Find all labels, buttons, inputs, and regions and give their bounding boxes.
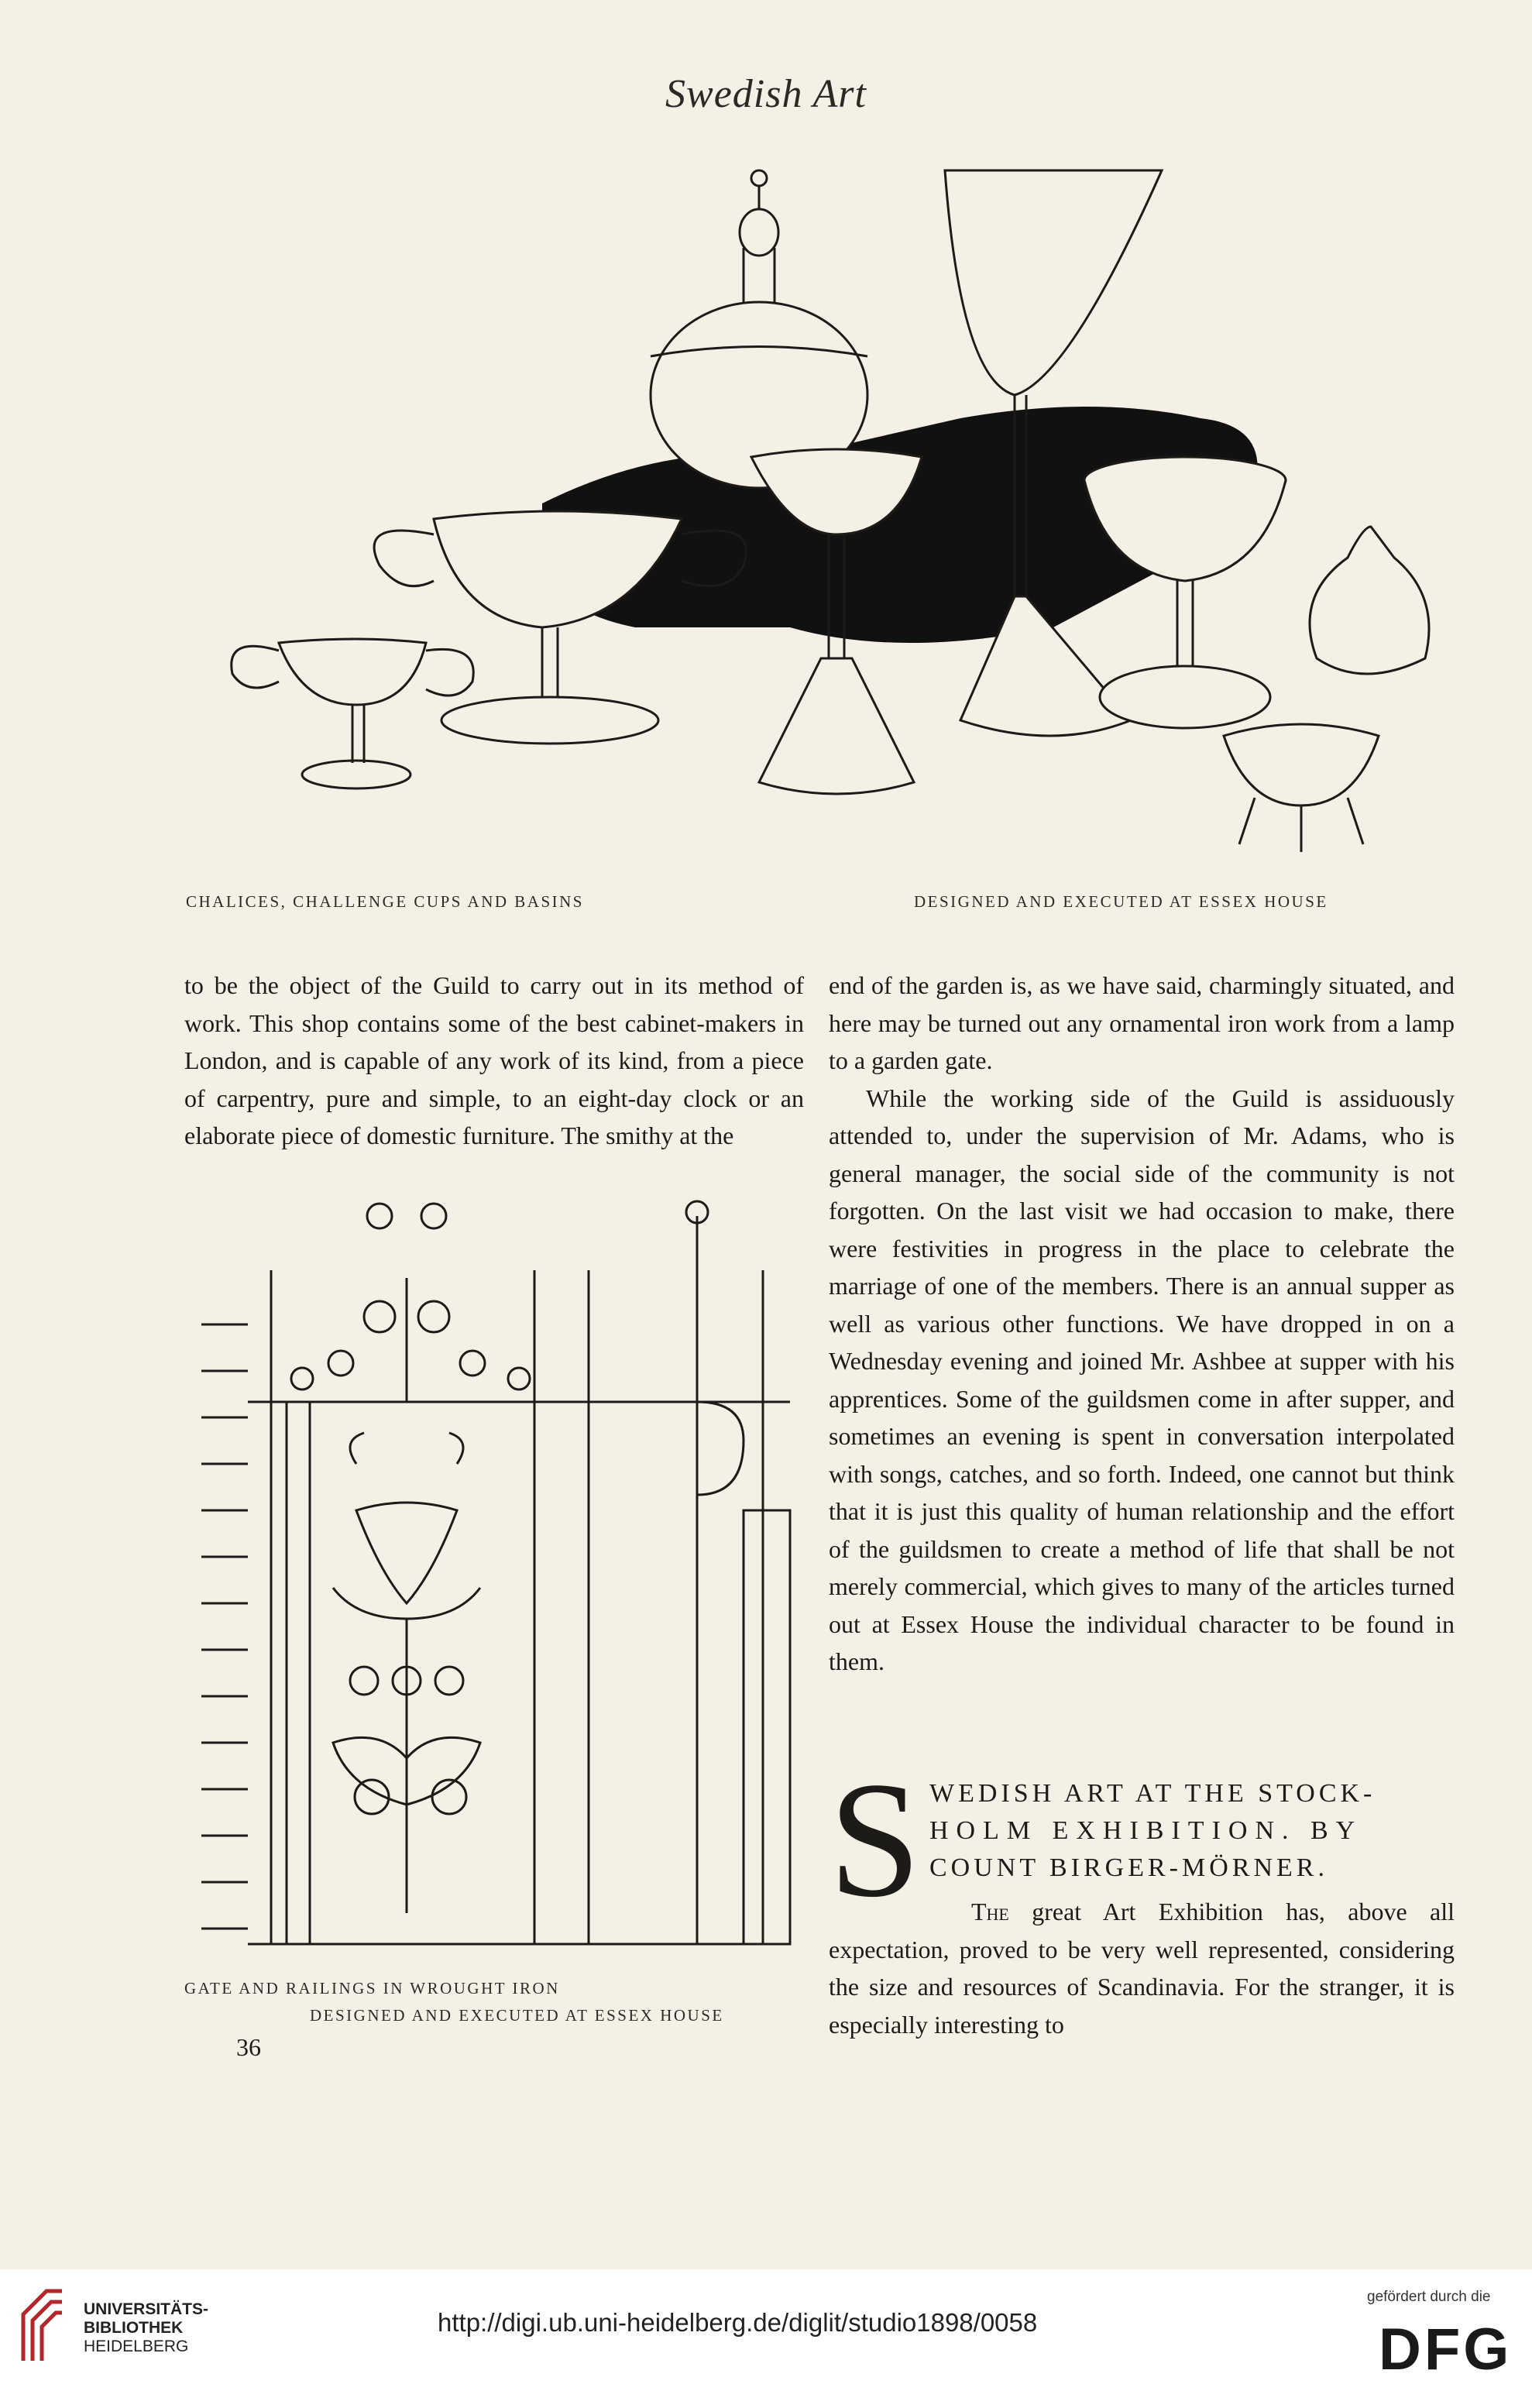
library-name — [84, 2300, 208, 2356]
right-paragraph-2: While the working side of the Guild is assiduously attended to, under the supervision of Mr. Adams, who is general manager, the social side of the community is not forgotten. On the last visit we had occasion to make, there were festivities in progress in the place to celebrate the marriage of one of the members. There is an annual supper as well as various other functions. We have dropped in on a Wednesday evening and joined Mr. Ashbee at supper with his apprentices. Some of the guildsmen come in after supper, and sometimes an evening is spent in conversation interpolated with songs, catches, and so forth. Indeed, one cannot but think that it is just this quality of human relationship and the effort of the guildsmen to create a method of life that shall be not merely commercial, which gives to many of the articles turned out at Essex House the individual character to be found in them. — [829, 1084, 1455, 1675]
article-heading — [829, 1748, 1448, 1932]
digitization-footer — [0, 2269, 1532, 2408]
drop-cap: S — [829, 1748, 922, 1932]
library-line-2: BIBLIOTHEK — [84, 2319, 184, 2337]
chalices-illustration — [201, 163, 1456, 875]
gate-figure-caption-line1: GATE AND RAILINGS IN WROUGHT IRON — [184, 1979, 560, 1998]
left-column-text — [184, 967, 804, 1155]
right-paragraph-1: end of the garden is, as we have said, charmingly situated, and here may be turned out any ornamental iron work from a lamp to a garden gate. — [829, 971, 1455, 1074]
heading-line-3: COUNT BIRGER-MÖRNER. — [929, 1853, 1328, 1882]
running-head: Swedish Art — [665, 72, 867, 116]
library-line-1: UNIVERSITÄTS- — [84, 2300, 209, 2318]
left-paragraph-1: to be the object of the Guild to carry out in its method of work. This shop contains some of the best cabinet-makers in London, and is capable of any work of its kind, from a piece of carpentry, pure and simple, to an eight-day clock or an elaborate piece of domestic furniture. The smithy at the — [184, 971, 804, 1149]
dfg-logo: DFG — [1379, 2317, 1513, 2382]
library-logo-icon — [15, 2283, 70, 2368]
right-column-text — [829, 967, 1455, 1681]
heading-line-2: HOLM EXHIBITION. BY — [929, 1816, 1363, 1845]
top-figure-caption-right: DESIGNED AND EXECUTED AT ESSEX HOUSE — [914, 892, 1328, 911]
library-line-3: HEIDELBERG — [84, 2338, 189, 2355]
intro-smallcaps-word: The — [971, 1898, 1009, 1925]
page-number: 36 — [236, 2033, 261, 2061]
funding-note: gefördert durch die — [1367, 2289, 1491, 2305]
heading-line-1: WEDISH ART AT THE STOCK- — [929, 1779, 1376, 1808]
top-figure-caption-left: CHALICES, CHALLENGE CUPS AND BASINS — [186, 892, 584, 911]
gate-illustration — [201, 1185, 806, 1952]
source-url-link[interactable]: http://digi.ub.uni-heidelberg.de/diglit/studio1898/0058 — [438, 2308, 1038, 2337]
intro-text: great Art Exhibition has, above all expectation, proved to be very well represented, considering the size and resources of Scandinavia. For the stranger, it is especially interesting to — [829, 1898, 1455, 2039]
gate-figure-caption-line2: DESIGNED AND EXECUTED AT ESSEX HOUSE — [310, 2006, 724, 2025]
article-intro-text — [829, 1893, 1455, 2043]
